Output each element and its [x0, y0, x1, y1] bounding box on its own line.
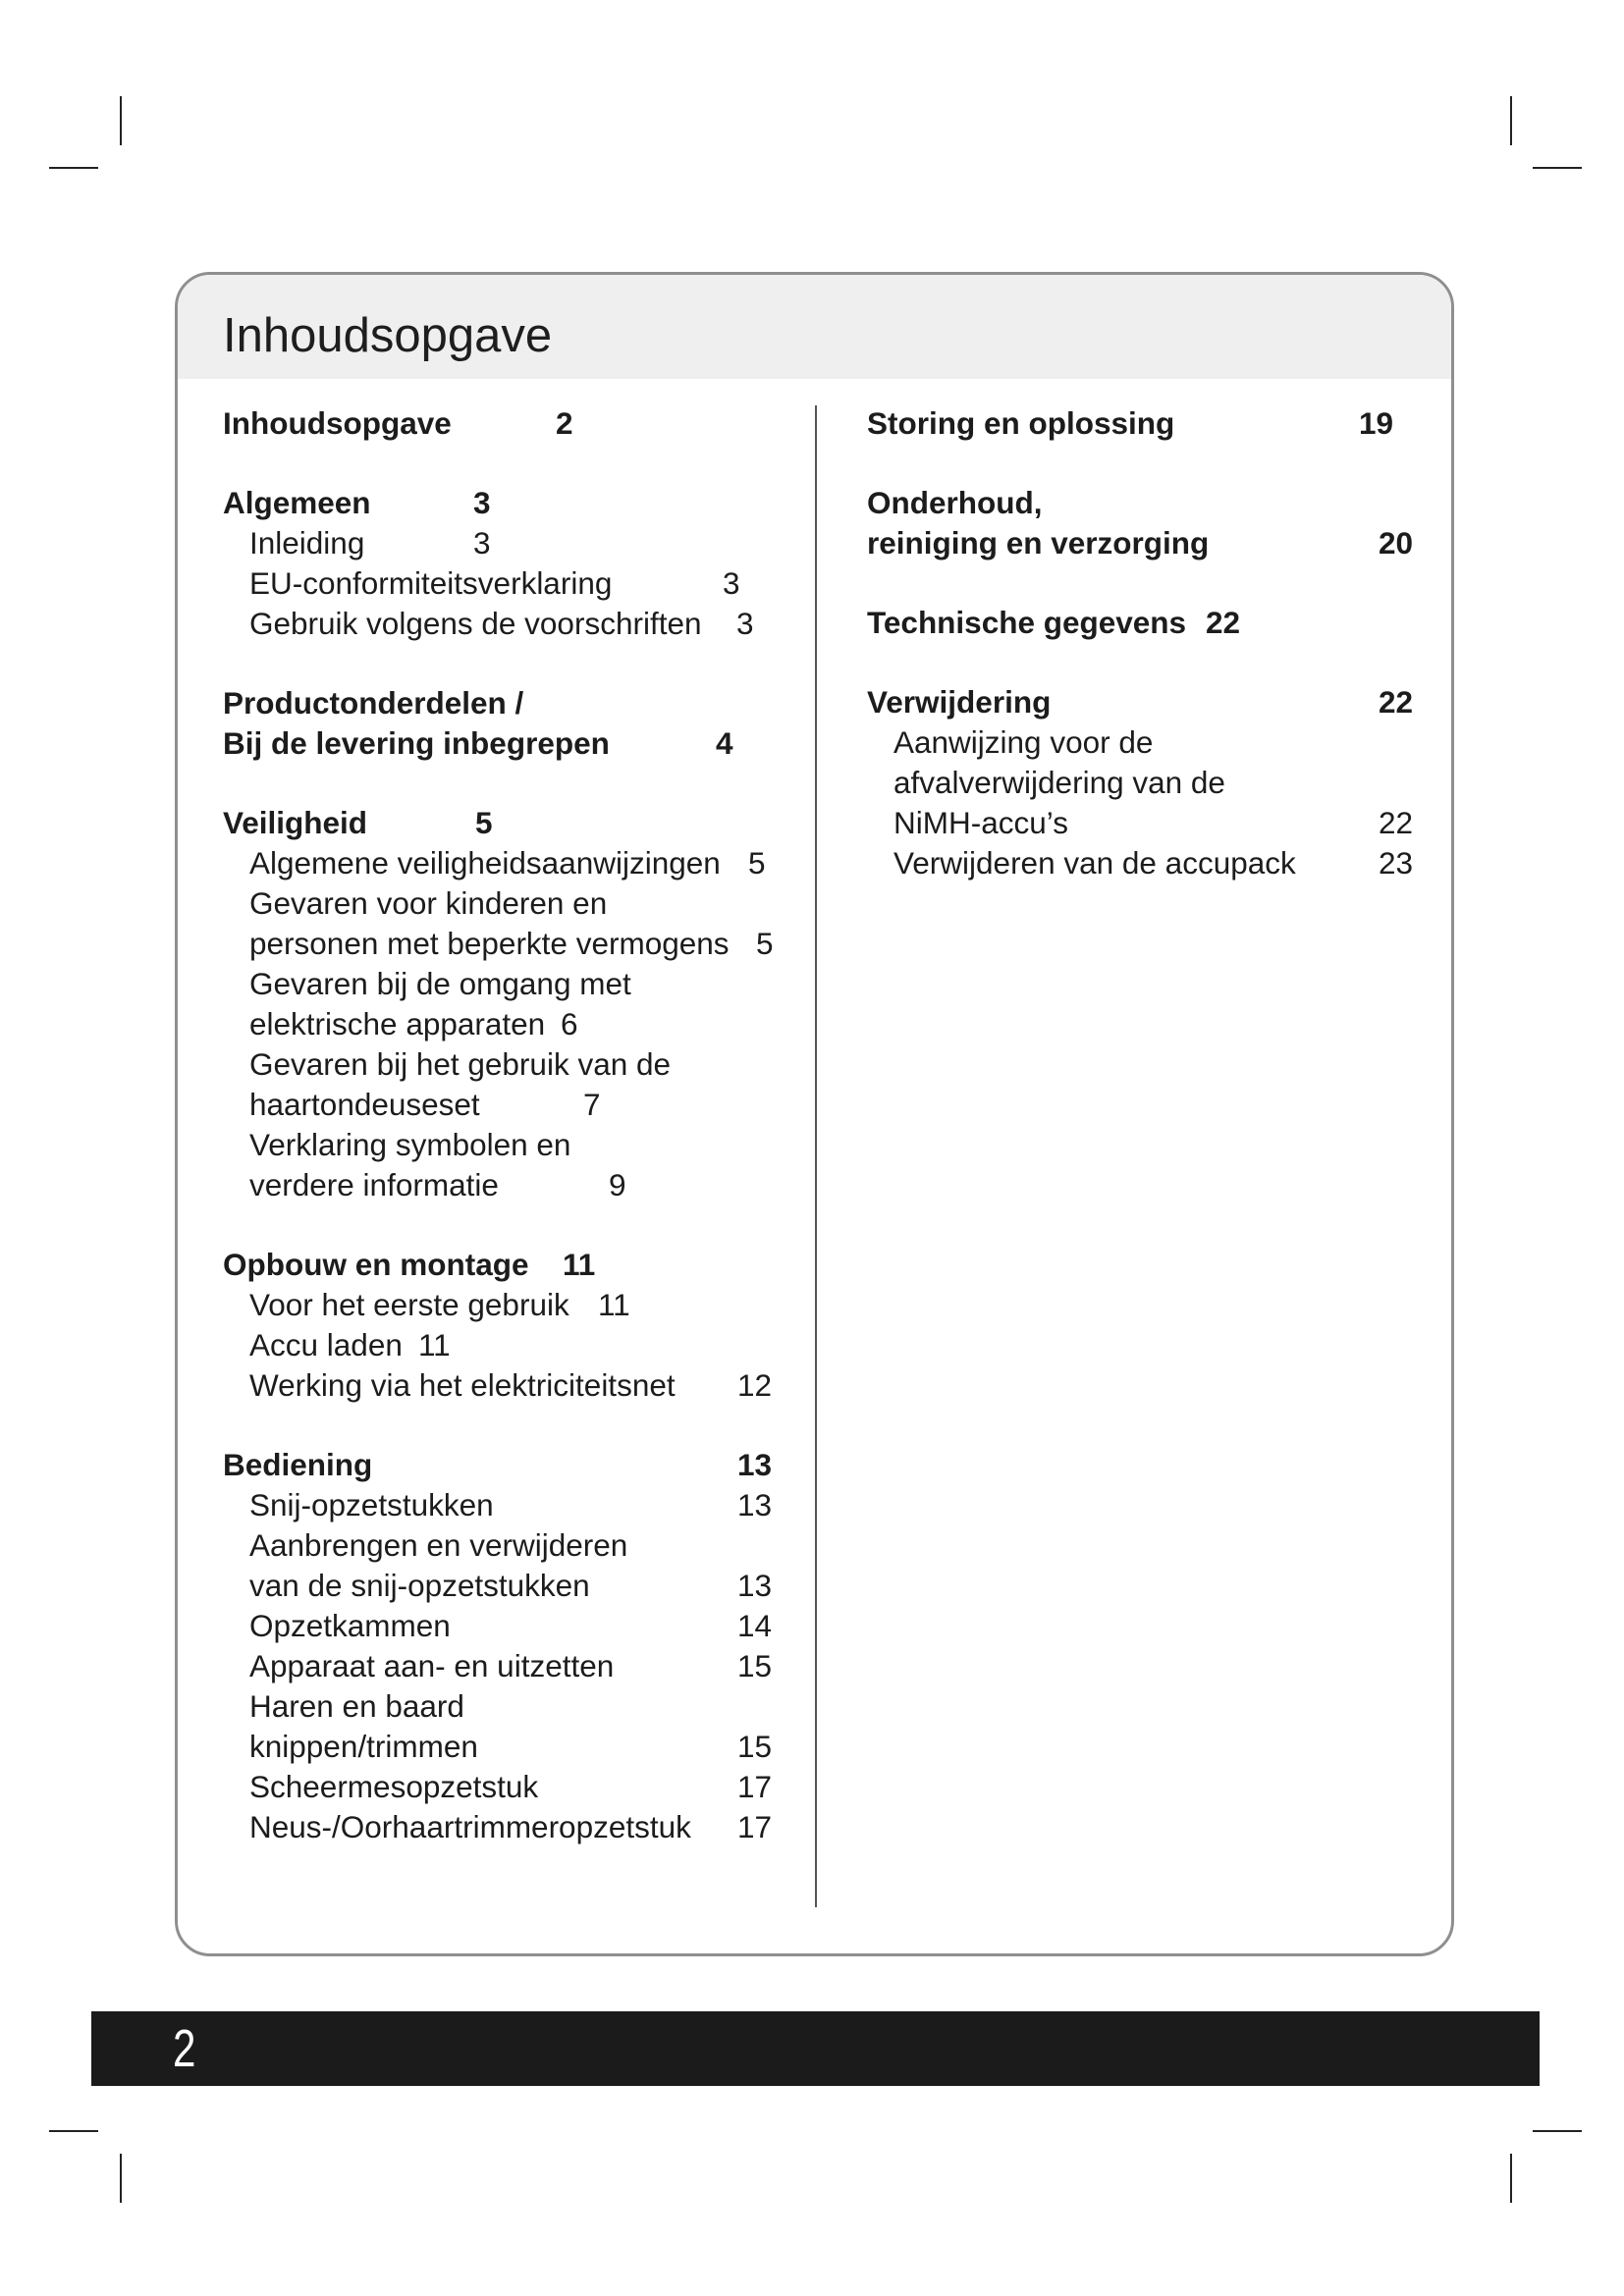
toc-entry[interactable]	[249, 523, 491, 563]
page-number: 2	[173, 2019, 196, 2078]
toc-entry[interactable]	[893, 763, 1225, 803]
toc-entry[interactable]	[867, 403, 1394, 444]
toc-entry[interactable]	[223, 723, 733, 764]
toc-entry-label: Opzetkammen	[249, 1608, 451, 1643]
toc-entry-page: 13	[737, 1447, 773, 1482]
toc-entry-page: 4	[716, 725, 733, 761]
toc-entry-label: Onderhoud,	[867, 485, 1043, 520]
toc-entry-page: 23	[1379, 845, 1414, 881]
crop-mark	[1533, 167, 1582, 169]
toc-entry-page: 14	[737, 1608, 773, 1643]
toc-entry-label: Snij-opzetstukken	[249, 1487, 494, 1522]
toc-entry-page: 5	[756, 926, 774, 961]
toc-entry-page: 5	[748, 845, 766, 881]
toc-entry-page: 3	[736, 606, 754, 641]
toc-entry-label: EU-conformiteitsverklaring	[249, 565, 613, 601]
toc-entry-page: 12	[737, 1367, 773, 1403]
crop-mark	[1533, 2130, 1582, 2132]
toc-entry[interactable]	[249, 1485, 773, 1525]
toc-entry-label: Aanbrengen en verwijderen	[249, 1527, 628, 1563]
toc-entry-label: personen met beperkte vermogens	[249, 926, 730, 961]
toc-entry-page: 22	[1206, 605, 1241, 640]
crop-mark	[49, 167, 98, 169]
toc-entry[interactable]	[249, 1767, 773, 1807]
toc-entry[interactable]	[249, 964, 631, 1004]
toc-entry-label: Voor het eerste gebruik	[249, 1287, 569, 1322]
toc-entry-label: Inleiding	[249, 525, 365, 561]
toc-entry-page: 2	[556, 405, 573, 441]
toc-entry-label: Bij de levering inbegrepen	[223, 725, 610, 761]
toc-entry-label: Verwijdering	[867, 684, 1052, 720]
crop-mark	[1510, 96, 1512, 145]
toc-entry[interactable]	[223, 1245, 596, 1285]
toc-entry[interactable]	[249, 1325, 451, 1365]
toc-entry[interactable]	[249, 1566, 773, 1606]
toc-entry-page: 3	[473, 525, 491, 561]
toc-entry[interactable]	[249, 1807, 773, 1847]
toc-entry-label: Algemene veiligheidsaanwijzingen	[249, 845, 721, 881]
toc-entry[interactable]	[867, 523, 1414, 563]
toc-entry-label: van de snij-opzetstukken	[249, 1568, 590, 1603]
toc-entry-label: Gevaren bij de omgang met	[249, 966, 631, 1001]
toc-entry[interactable]	[893, 803, 1414, 843]
toc-entry[interactable]	[249, 924, 774, 964]
toc-entry-page: 19	[1359, 405, 1394, 441]
toc-entry[interactable]	[249, 1727, 773, 1767]
toc-entry-label: Aanwijzing voor de	[893, 724, 1154, 760]
toc-entry-page: 17	[737, 1769, 773, 1804]
toc-entry[interactable]	[249, 563, 740, 604]
toc-entry[interactable]	[249, 843, 766, 883]
toc-entry[interactable]	[223, 483, 491, 523]
toc-entry-label: Haren en baard	[249, 1688, 464, 1724]
toc-entry-label: Werking via het elektriciteitsnet	[249, 1367, 676, 1403]
crop-mark	[120, 96, 122, 145]
toc-entry-label: Gevaren voor kinderen en	[249, 885, 608, 921]
toc-entry-label: Veiligheid	[223, 805, 368, 840]
toc-panel	[175, 272, 1454, 1956]
toc-entry-label: haartondeuseset	[249, 1087, 480, 1122]
toc-entry-label: Storing en oplossing	[867, 405, 1175, 441]
toc-entry[interactable]	[893, 843, 1414, 883]
toc-entry[interactable]	[249, 883, 607, 924]
toc-entry[interactable]	[249, 1004, 578, 1044]
toc-entry[interactable]	[249, 1085, 601, 1125]
toc-entry-page: 22	[1379, 805, 1414, 840]
crop-mark	[49, 2130, 98, 2132]
toc-entry-page: 6	[561, 1006, 578, 1041]
toc-entry-label: Gebruik volgens de voorschriften	[249, 606, 702, 641]
toc-entry[interactable]	[249, 1044, 671, 1085]
toc-entry-label: Neus-/Oorhaartrimmeropzetstuk	[249, 1809, 691, 1844]
toc-entry-page: 20	[1379, 525, 1414, 561]
toc-entry-label: knippen/trimmen	[249, 1729, 478, 1764]
toc-entry-label: elektrische apparaten	[249, 1006, 546, 1041]
toc-entry[interactable]	[223, 1445, 773, 1485]
toc-entry[interactable]	[223, 683, 523, 723]
toc-entry[interactable]	[249, 1125, 570, 1165]
toc-entry-page: 3	[473, 485, 491, 520]
toc-entry[interactable]	[867, 483, 1042, 523]
toc-entry[interactable]	[249, 1525, 627, 1566]
toc-entry-label: Inhoudsopgave	[223, 405, 452, 441]
toc-entry[interactable]	[893, 722, 1153, 763]
toc-entry-label: Accu laden	[249, 1327, 403, 1362]
toc-entry[interactable]	[223, 803, 493, 843]
toc-entry[interactable]	[249, 1606, 773, 1646]
toc-entry-label: Verklaring symbolen en	[249, 1127, 571, 1162]
page-title: Inhoudsopgave	[223, 309, 553, 362]
toc-entry-page: 13	[737, 1568, 773, 1603]
toc-entry-page: 3	[723, 565, 740, 601]
toc-entry-label: Algemeen	[223, 485, 371, 520]
toc-entry-page: 11	[563, 1247, 596, 1282]
toc-entry-page: 15	[737, 1729, 773, 1764]
toc-entry-label: Apparaat aan- en uitzetten	[249, 1648, 615, 1683]
toc-entry[interactable]	[249, 1646, 773, 1686]
toc-entry[interactable]	[223, 403, 573, 444]
toc-entry-label: Technische gegevens	[867, 605, 1187, 640]
toc-entry-label: verdere informatie	[249, 1167, 499, 1202]
toc-entry-label: Verwijderen van de accupack	[893, 845, 1296, 881]
toc-entry[interactable]	[867, 682, 1414, 722]
toc-entry-page: 22	[1379, 684, 1414, 720]
toc-entry-page: 13	[737, 1487, 773, 1522]
column-divider	[815, 405, 817, 1907]
toc-entry[interactable]	[867, 603, 1241, 643]
toc-entry-page: 9	[609, 1167, 626, 1202]
toc-entry-page: 5	[475, 805, 493, 840]
toc-entry-label: Bediening	[223, 1447, 373, 1482]
toc-entry-page: 11	[418, 1327, 451, 1362]
crop-mark	[120, 2154, 122, 2203]
toc-entry[interactable]	[249, 1686, 464, 1727]
crop-mark	[1510, 2154, 1512, 2203]
toc-entry-page: 7	[583, 1087, 601, 1122]
toc-entry-label: Gevaren bij het gebruik van de	[249, 1046, 672, 1082]
toc-header	[178, 275, 1451, 379]
toc-entry-page: 15	[737, 1648, 773, 1683]
toc-entry-label: Scheermesopzetstuk	[249, 1769, 539, 1804]
toc-entry-label: afvalverwijdering van de	[893, 765, 1225, 800]
toc-entry-label: Opbouw en montage	[223, 1247, 529, 1282]
toc-entry[interactable]	[249, 1365, 773, 1406]
toc-entry[interactable]	[249, 1165, 626, 1205]
toc-entry[interactable]	[249, 1285, 630, 1325]
toc-entry-label: NiMH-accu’s	[893, 805, 1068, 840]
page-footer-bar	[91, 2011, 1540, 2086]
toc-entry-label: reiniging en verzorging	[867, 525, 1210, 561]
toc-entry-page: 17	[737, 1809, 773, 1844]
toc-entry-page: 11	[598, 1287, 630, 1322]
toc-entry-label: Productonderdelen /	[223, 685, 524, 721]
toc-entry[interactable]	[249, 604, 754, 644]
